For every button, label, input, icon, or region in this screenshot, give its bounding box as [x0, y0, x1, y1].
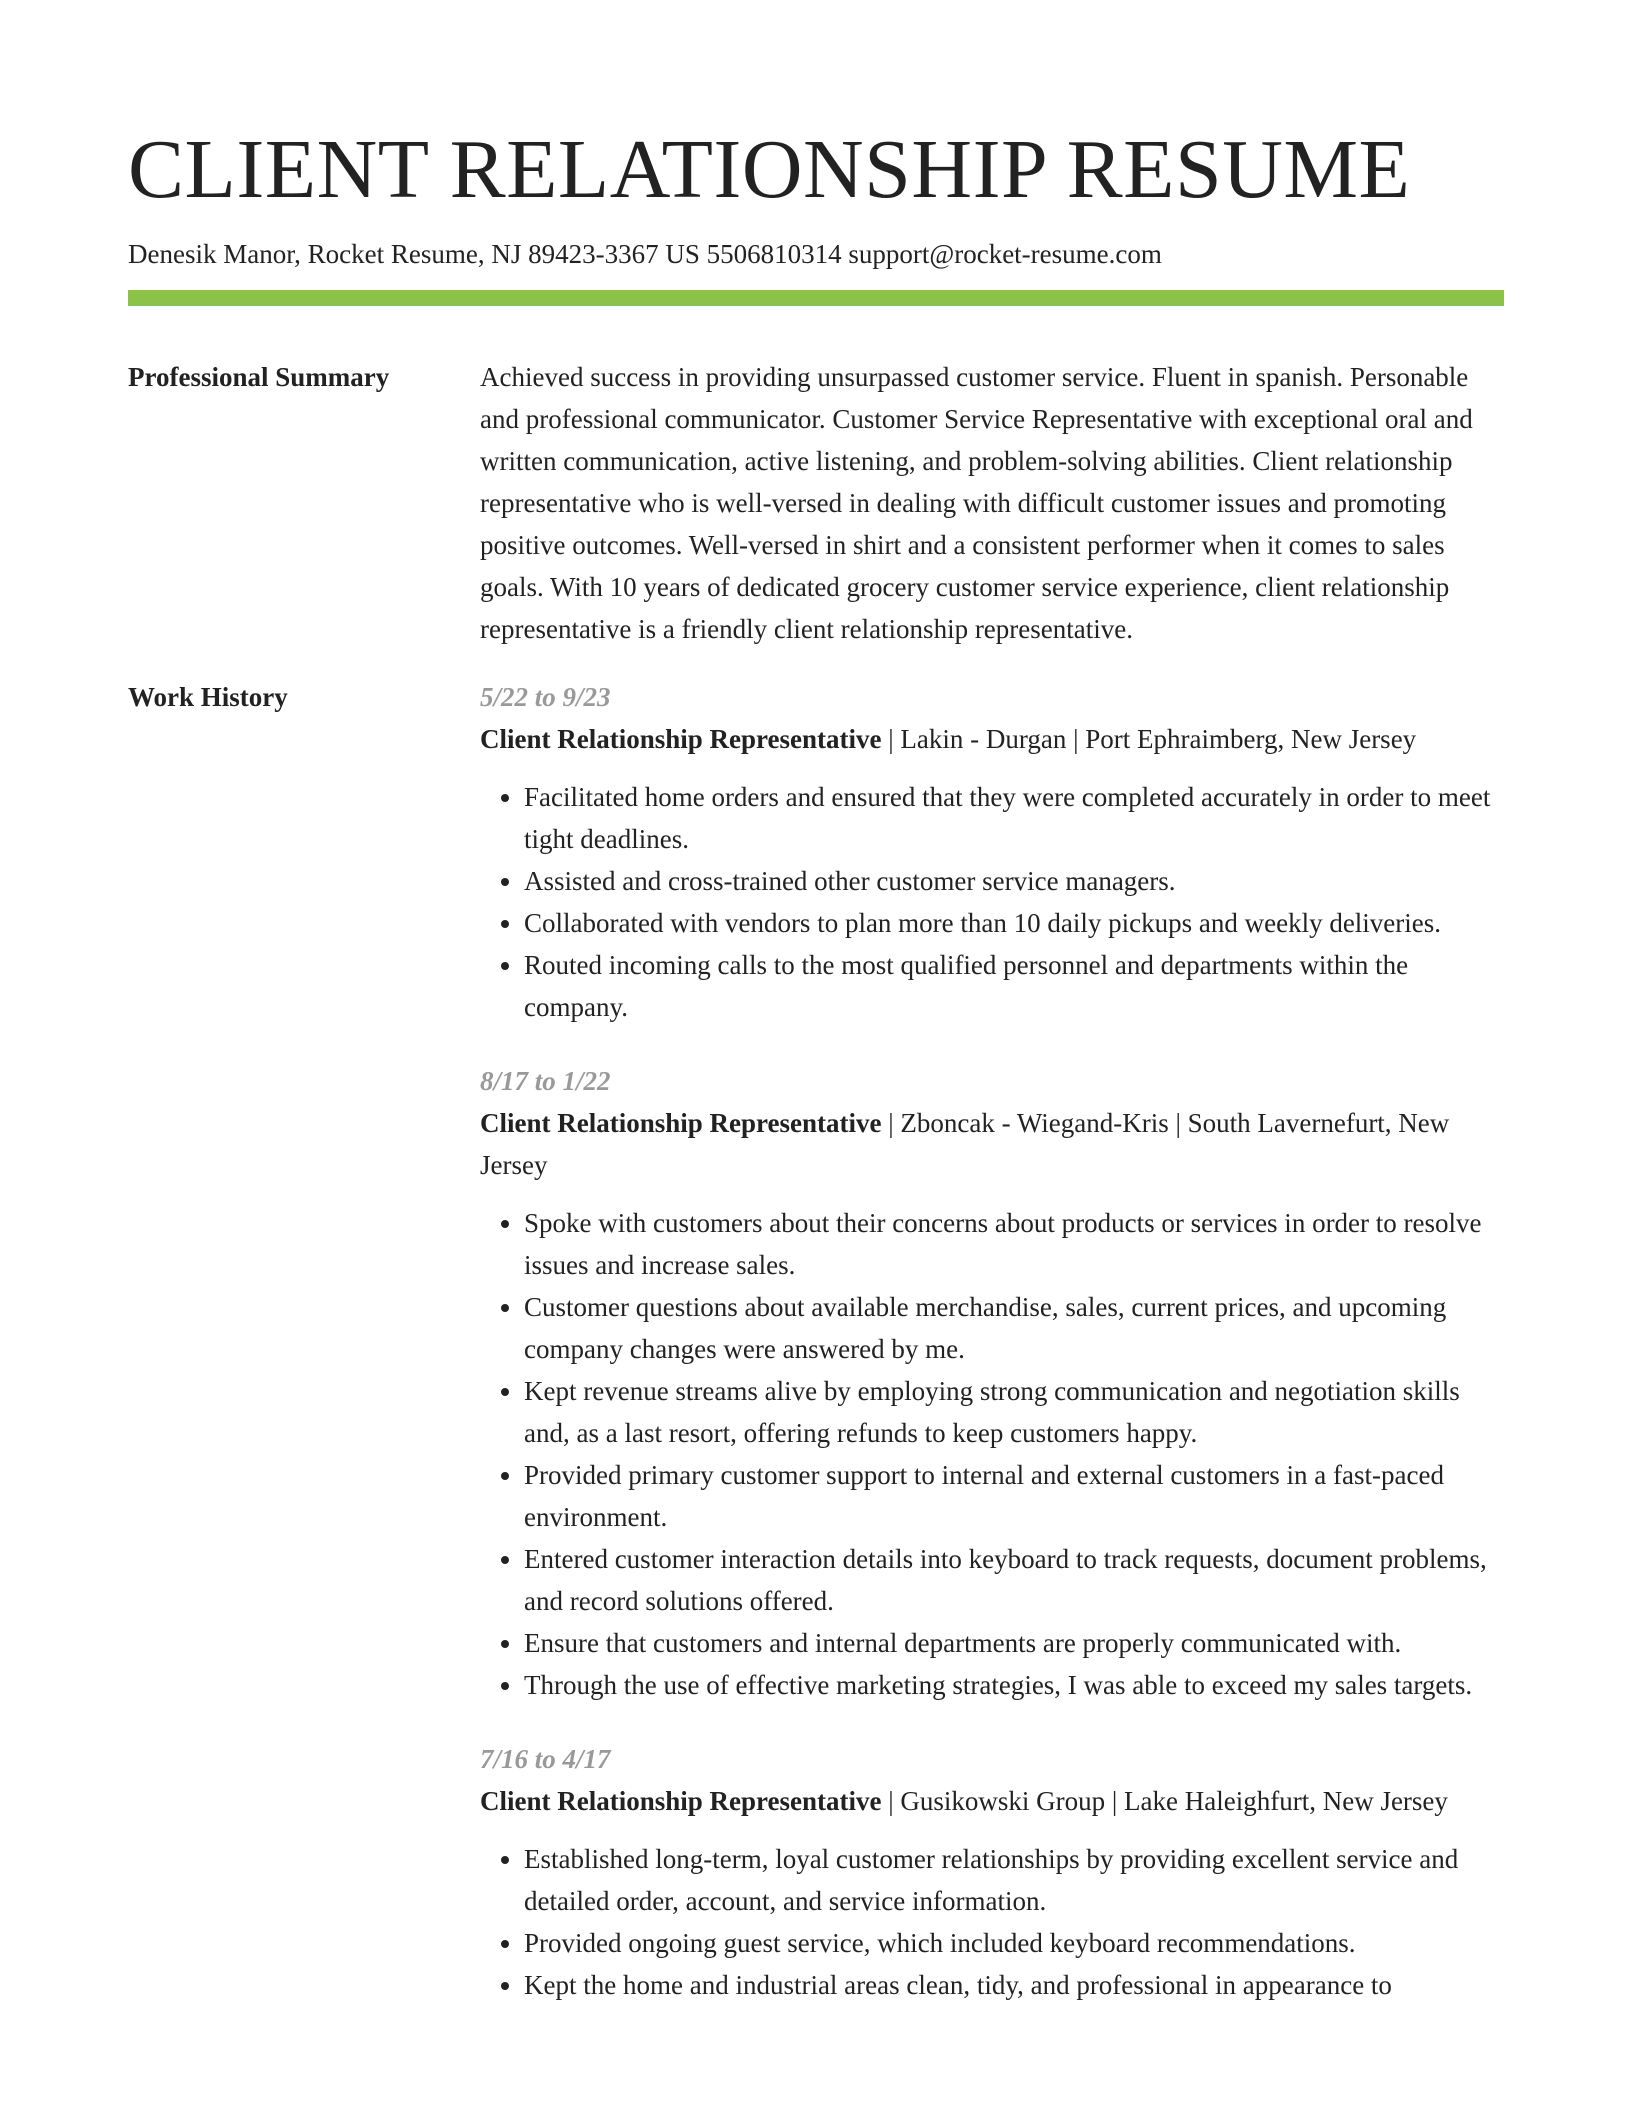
resume-page: [128, 0, 1504, 2038]
work-history-section: [128, 676, 1504, 2038]
job-bullet: • Entered customer interaction details into keyboard to track requests, document problems, and record solutions offered.: [524, 1538, 1504, 1622]
job-details: | Gusikowski Group | Lake Haleighfurt, New Jersey: [881, 1786, 1448, 1816]
job-entry: [480, 1738, 1504, 2006]
job-bullet: • Spoke with customers about their concerns about products or services in order to resolve issues and increase sales.: [524, 1202, 1504, 1286]
contact-info: Denesik Manor, Rocket Resume, NJ 89423-3367 US 5506810314 support@rocket-resume.com: [128, 239, 1162, 269]
section-label-work: Work History: [128, 682, 288, 712]
job-title: Client Relationship Representative: [480, 724, 882, 754]
job-heading: [480, 718, 1504, 760]
job-details: | Lakin - Durgan | Port Ephraimberg, New Jersey: [881, 724, 1417, 754]
job-entry: [480, 676, 1504, 1028]
job-bullet: • Established long-term, loyal customer relationships by providing excellent service and detailed order, account, and service information.: [524, 1838, 1504, 1922]
job-bullet: • Assisted and cross-trained other customer service managers.: [524, 860, 1504, 902]
job-bullet: • Customer questions about available merchandise, sales, current prices, and upcoming company changes were answered by me.: [524, 1286, 1504, 1370]
job-heading: [480, 1780, 1504, 1822]
job-bullet: • Ensure that customers and internal departments are properly communicated with.: [524, 1622, 1504, 1664]
job-details: | Zboncak - Wiegand-Kris | South Lavernefurt, New Jersey: [480, 1108, 1450, 1180]
job-bullet: • Kept revenue streams alive by employing strong communication and negotiation skills and, as a last resort, offering refunds to keep customers happy.: [524, 1370, 1504, 1454]
job-bullet: • Collaborated with vendors to plan more than 10 daily pickups and weekly deliveries.: [524, 902, 1504, 944]
job-bullet: • Provided ongoing guest service, which included keyboard recommendations.: [524, 1922, 1504, 1964]
accent-divider: [128, 290, 1504, 306]
job-bullets: [480, 1202, 1504, 1706]
job-entry: [480, 1060, 1504, 1706]
professional-summary-section: [128, 356, 1504, 650]
summary-text: Achieved success in providing unsurpassed customer service. Fluent in spanish. Personable and professional communicator. Customer Service Representative with exceptional oral and written communication, active listening, and problem-solving abilities. Client relationship representative who is well-versed in dealing with difficult customer issues and promoting positive outcomes. Well-versed in shirt and a consistent performer when it comes to sales goals. With 10 years of dedicated grocery customer service experience, client relationship representative is a friendly client relationship representative.: [480, 362, 1473, 644]
job-dates: 7/16 to 4/17: [480, 1744, 611, 1774]
job-title: Client Relationship Representative: [480, 1786, 882, 1816]
job-dates: 5/22 to 9/23: [480, 682, 611, 712]
job-list: [480, 676, 1504, 2038]
job-dates: 8/17 to 1/22: [480, 1066, 611, 1096]
job-bullet: • Facilitated home orders and ensured that they were completed accurately in order to meet tight deadlines.: [524, 776, 1504, 860]
job-heading: [480, 1102, 1504, 1186]
job-bullet: • Routed incoming calls to the most qualified personnel and departments within the company.: [524, 944, 1504, 1028]
job-bullets: [480, 776, 1504, 1028]
job-bullet: • Through the use of effective marketing strategies, I was able to exceed my sales targets.: [524, 1664, 1504, 1706]
resume-title: CLIENT RELATIONSHIP RESUME: [128, 123, 1411, 216]
job-bullet: • Provided primary customer support to internal and external customers in a fast-paced environment.: [524, 1454, 1504, 1538]
section-label-summary: Professional Summary: [128, 362, 390, 392]
job-title: Client Relationship Representative: [480, 1108, 882, 1138]
job-bullet: • Kept the home and industrial areas clean, tidy, and professional in appearance to: [524, 1964, 1504, 2006]
job-bullets: [480, 1838, 1504, 2006]
